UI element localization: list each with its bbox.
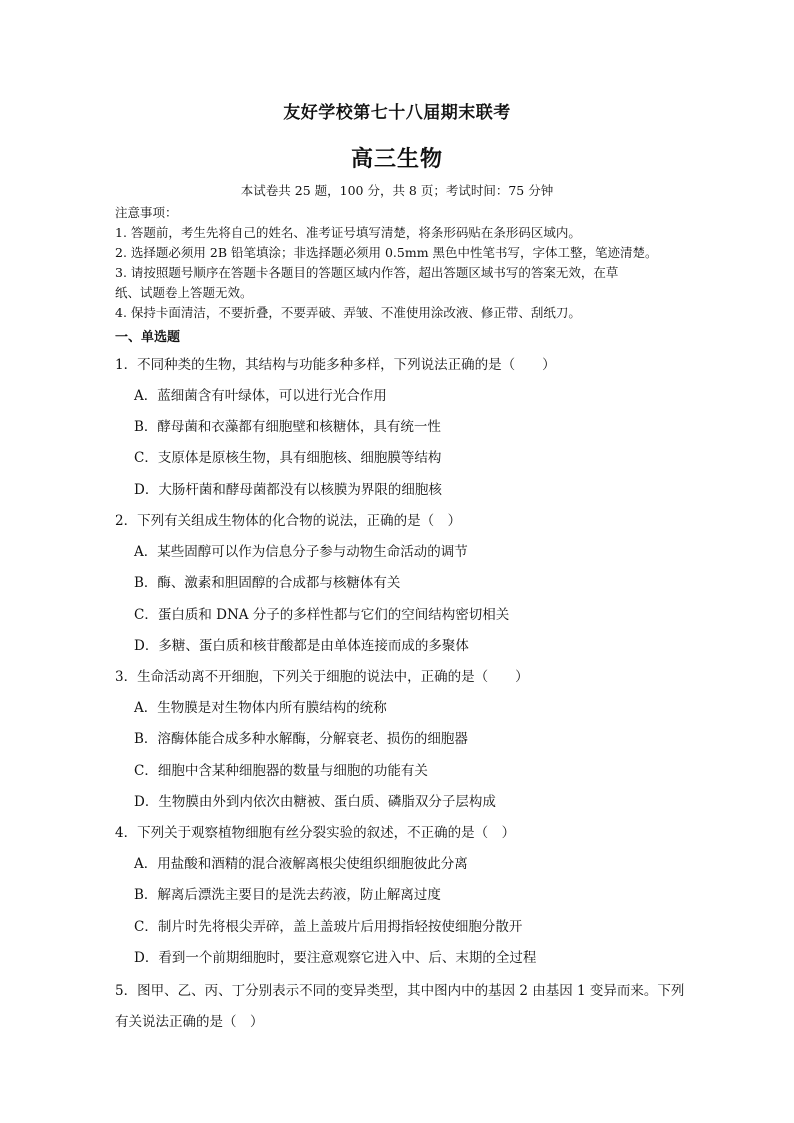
question-option: B．溶酶体能合成多种水解酶，分解衰老、损伤的细胞器 [134, 731, 468, 747]
question-option: B．解离后漂洗主要目的是洗去药液，防止解离过度 [134, 887, 441, 903]
question-stem: 1．不同种类的生物，其结构与功能多种多样，下列说法正确的是（ ） [115, 357, 556, 373]
question-option: B．酵母菌和衣藻都有细胞壁和核糖体，具有统一性 [134, 419, 441, 435]
exam-info: 本试卷共 25 题，100 分，共 8 页；考试时间：75 分钟 [240, 183, 554, 198]
question-stem: 4．下列关于观察植物细胞有丝分裂实验的叙述，不正确的是（ ） [115, 825, 516, 841]
note-item: 4. 保持卡面清洁，不要折叠，不要弄破、弄皱、不准使用涂改液、修正带、刮纸刀。 [115, 305, 581, 320]
question-option: B．酶、激素和胆固醇的合成都与核糖体有关 [134, 575, 401, 591]
question-option: D．生物膜由外到内依次由糖被、蛋白质、磷脂双分子层构成 [134, 794, 496, 810]
note-item: 1. 答题前，考生先将自己的姓名、准考证号填写清楚，将条形码贴在条形码区域内。 [115, 225, 581, 240]
question-option: D．多糖、蛋白质和核苷酸都是由单体连接而成的多聚体 [134, 638, 469, 654]
school-title: 友好学校第七十八届期末联考 [283, 103, 511, 123]
question-stem: 3．生命活动离不开细胞，下列关于细胞的说法中，正确的是（ ） [115, 669, 529, 685]
question-option: D．看到一个前期细胞时，要注意观察它进入中、后、末期的全过程 [134, 950, 537, 966]
section-title: 一、单选题 [115, 330, 181, 345]
question-option: C．细胞中含某种细胞器的数量与细胞的功能有关 [134, 763, 428, 779]
subject-title: 高三生物 [350, 146, 443, 172]
question-stem: 5．图甲、乙、丙、丁分别表示不同的变异类型，其中图内中的基因 2 由基因 1 变异而来。下列有关说法正确的是（ ） [115, 983, 685, 1030]
note-item: 2. 选择题必须用 2B 铅笔填涂；非选择题必须用 0.5mm 黑色中性笔书写，字体工整，笔迹清楚。 [115, 245, 658, 260]
notes-block [115, 203, 690, 323]
question-option: A．蓝细菌含有叶绿体，可以进行光合作用 [134, 388, 387, 404]
question-option: C．支原体是原核生物，具有细胞核、细胞膜等结构 [134, 450, 442, 466]
question-option: D．大肠杆菌和酵母菌都没有以核膜为界限的细胞核 [134, 482, 442, 498]
question-option: A．用盐酸和酒精的混合液解离根尖使组织细胞彼此分离 [134, 856, 468, 872]
question-stem: 2．下列有关组成生物体的化合物的说法，正确的是（ ） [115, 513, 462, 529]
question-option: A．生物膜是对生物体内所有膜结构的统称 [134, 700, 387, 716]
question-option: A．某些固醇可以作为信息分子参与动物生命活动的调节 [134, 544, 468, 560]
note-item: 3. 请按照题号顺序在答题卡各题目的答题区域内作答，超出答题区域书写的答案无效，在草 [115, 265, 619, 280]
note-item: 纸、试题卷上答题无效。 [115, 285, 253, 300]
question-option: C．制片时先将根尖弄碎，盖上盖玻片后用拇指轻按使细胞分散开 [134, 919, 523, 935]
notes-title: 注意事项： [115, 205, 178, 220]
question-option: C．蛋白质和 DNA 分子的多样性都与它们的空间结构密切相关 [134, 607, 510, 623]
